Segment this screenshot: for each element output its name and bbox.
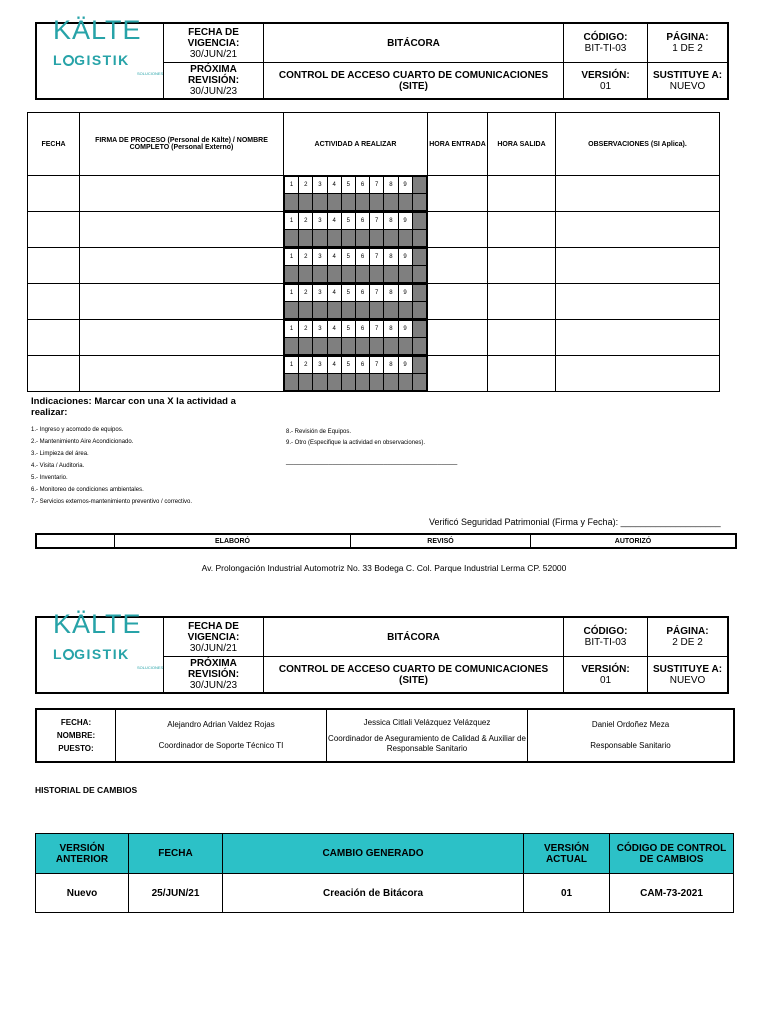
sig-blank xyxy=(37,535,115,548)
activity-mark-cell[interactable] xyxy=(355,338,369,355)
activity-number: 5 xyxy=(341,285,355,302)
activity-mark-cell[interactable] xyxy=(327,266,341,283)
activity-number: 4 xyxy=(327,177,341,194)
activity-mark-cell[interactable] xyxy=(285,338,299,355)
activity-number: 3 xyxy=(313,213,327,230)
log-observaciones-cell[interactable] xyxy=(556,176,720,212)
log-row xyxy=(28,176,720,212)
activity-number: 3 xyxy=(313,249,327,266)
indicacion-item: 6.- Monitoreo de condiciones ambientales. xyxy=(31,487,144,493)
pagina-value: 1 DE 2 xyxy=(672,43,703,54)
verifico-seguridad: Verificó Seguridad Patrimonial (Firma y Fecha): ____________________ xyxy=(429,517,721,527)
activity-mark-cell[interactable] xyxy=(341,194,355,211)
activity-mark-cell[interactable] xyxy=(384,230,398,247)
activity-mark-cell[interactable] xyxy=(313,194,327,211)
activity-mark-cell[interactable] xyxy=(355,266,369,283)
activity-number: 8 xyxy=(384,321,398,338)
activity-mark-cell[interactable] xyxy=(341,266,355,283)
activity-mark-cell[interactable] xyxy=(299,302,313,319)
activity-filler xyxy=(412,285,426,302)
activity-number: 4 xyxy=(327,357,341,374)
activity-grid xyxy=(284,356,427,391)
hist-cell: CAM-73-2021 xyxy=(610,874,734,913)
indicacion-item: 9.- Otro (Especifique la actividad en observaciones). xyxy=(286,440,426,446)
indicaciones-list-left xyxy=(31,427,281,511)
pagina-cell xyxy=(648,24,728,63)
pagina-label: PÁGINA: xyxy=(666,32,709,43)
indicacion-item: 8.- Revisión de Equipos. xyxy=(286,429,352,435)
activity-filler xyxy=(412,338,426,355)
doc-subtitle: CONTROL DE ACCESO CUARTO DE COMUNICACIONES (SITE) xyxy=(264,657,564,693)
codigo-cell xyxy=(564,618,648,657)
log-observaciones-cell[interactable] xyxy=(556,248,720,284)
activity-number: 1 xyxy=(285,213,299,230)
activity-number: 7 xyxy=(370,213,384,230)
log-fecha-cell[interactable] xyxy=(28,176,80,212)
log-hora-salida-cell[interactable] xyxy=(488,284,556,320)
col-firma: FIRMA DE PROCESO (Personal de Kälte) / NOMBRE COMPLETO (Personal Externo) xyxy=(80,113,284,176)
activity-number: 3 xyxy=(313,285,327,302)
hist-col-codigo: CÓDIGO DE CONTROL DE CAMBIOS xyxy=(610,834,734,874)
sustituye-value: NUEVO xyxy=(669,674,706,686)
col-actividad: ACTIVIDAD A REALIZAR xyxy=(284,113,428,176)
sig-autorizo: AUTORIZÓ xyxy=(531,535,736,548)
activity-number: 6 xyxy=(355,285,369,302)
version-label: VERSIÓN: xyxy=(581,69,630,81)
logo-text-bottom: L GISTIK xyxy=(53,646,130,662)
log-actividad-cell xyxy=(284,248,428,284)
log-firma-cell[interactable] xyxy=(80,176,284,212)
activity-number: 1 xyxy=(285,285,299,302)
activity-mark-cell[interactable] xyxy=(313,302,327,319)
activity-number: 9 xyxy=(398,321,412,338)
activity-mark-cell[interactable] xyxy=(341,230,355,247)
doc-title: BITÁCORA xyxy=(264,618,564,657)
activity-number: 6 xyxy=(355,249,369,266)
label-nombre: NOMBRE: xyxy=(56,731,96,740)
log-actividad-cell xyxy=(284,212,428,248)
proxima-revision-label: PRÓXIMA REVISIÓN: xyxy=(187,64,240,86)
log-firma-cell[interactable] xyxy=(80,320,284,356)
log-fecha-cell[interactable] xyxy=(28,212,80,248)
activity-filler xyxy=(412,302,426,319)
sig-reviso: REVISÓ xyxy=(351,535,531,548)
activity-number: 4 xyxy=(327,285,341,302)
log-actividad-cell xyxy=(284,284,428,320)
log-row xyxy=(28,284,720,320)
col-hora-entrada: HORA ENTRADA xyxy=(428,113,488,176)
log-fecha-cell[interactable] xyxy=(28,284,80,320)
log-row xyxy=(28,212,720,248)
approver-autorizo xyxy=(528,710,734,762)
activity-number: 7 xyxy=(370,285,384,302)
activity-mark-cell[interactable] xyxy=(285,194,299,211)
activity-mark-cell[interactable] xyxy=(384,338,398,355)
proxima-revision-cell xyxy=(164,63,264,99)
logo-cell xyxy=(37,609,164,693)
activity-number: 4 xyxy=(327,321,341,338)
log-firma-cell[interactable] xyxy=(80,212,284,248)
activity-filler xyxy=(412,177,426,194)
activity-mark-cell[interactable] xyxy=(285,302,299,319)
activity-number: 6 xyxy=(355,177,369,194)
activity-mark-cell[interactable] xyxy=(285,230,299,247)
activity-mark-cell[interactable] xyxy=(355,230,369,247)
hist-cell: 01 xyxy=(524,874,610,913)
activity-mark-cell[interactable] xyxy=(285,266,299,283)
activity-number: 7 xyxy=(370,249,384,266)
indicaciones-blank-line: ____________________________________________ xyxy=(286,458,458,465)
activity-mark-cell[interactable] xyxy=(355,374,369,391)
activity-filler xyxy=(412,374,426,391)
activity-mark-cell[interactable] xyxy=(341,302,355,319)
activity-number: 9 xyxy=(398,249,412,266)
log-hora-salida-cell[interactable] xyxy=(488,212,556,248)
indicacion-item: 4.- Visita / Auditoria. xyxy=(31,463,85,469)
log-hora-entrada-cell[interactable] xyxy=(428,212,488,248)
signature-bar xyxy=(35,533,737,549)
log-hora-entrada-cell[interactable] xyxy=(428,248,488,284)
activity-mark-cell[interactable] xyxy=(370,374,384,391)
kalte-logo xyxy=(37,15,164,98)
activity-mark-cell[interactable] xyxy=(398,230,412,247)
doc-subtitle: CONTROL DE ACCESO CUARTO DE COMUNICACIONES (SITE) xyxy=(264,63,564,99)
activity-filler xyxy=(412,213,426,230)
approver-name: Daniel Ordoñez Meza xyxy=(591,720,670,729)
activity-mark-cell[interactable] xyxy=(384,302,398,319)
activity-number: 4 xyxy=(327,249,341,266)
activity-mark-cell[interactable] xyxy=(355,302,369,319)
activity-mark-cell[interactable] xyxy=(398,266,412,283)
activity-mark-cell[interactable] xyxy=(327,374,341,391)
activity-mark-cell[interactable] xyxy=(398,194,412,211)
activity-mark-cell[interactable] xyxy=(370,266,384,283)
indicacion-item: 7.- Servicios externos-mantenimiento preventivo / correctivo. xyxy=(31,499,193,505)
hist-cell: Creación de Bitácora xyxy=(223,874,524,913)
activity-number: 1 xyxy=(285,357,299,374)
log-row xyxy=(28,320,720,356)
activity-number: 1 xyxy=(285,249,299,266)
activity-grid xyxy=(284,284,427,319)
indicaciones-title: Indicaciones: Marcar con una X la actividad a realizar: xyxy=(31,396,236,418)
activity-grid xyxy=(284,212,427,247)
col-observaciones: OBSERVACIONES (SI Aplica). xyxy=(556,113,720,176)
activity-number: 4 xyxy=(327,213,341,230)
version-cell xyxy=(564,63,648,99)
activity-number: 1 xyxy=(285,321,299,338)
fecha-vigencia-cell xyxy=(164,24,264,63)
indicacion-item: 5.- Inventario. xyxy=(31,475,68,481)
activity-mark-cell[interactable] xyxy=(299,194,313,211)
activity-number: 3 xyxy=(313,357,327,374)
logo-text-top: KÄLTE xyxy=(53,15,142,45)
activity-number: 6 xyxy=(355,321,369,338)
history-header-row xyxy=(36,834,734,874)
activity-mark-cell[interactable] xyxy=(313,338,327,355)
activity-mark-cell[interactable] xyxy=(327,194,341,211)
col-fecha: FECHA xyxy=(28,113,80,176)
logo-subtext: SOLUCIONES xyxy=(137,71,164,76)
proxima-revision-value: 30/JUN/23 xyxy=(189,680,238,691)
sustituye-cell xyxy=(648,657,728,693)
sig-elaboro: ELABORÓ xyxy=(115,535,351,548)
activity-number: 2 xyxy=(299,357,313,374)
version-value: 01 xyxy=(599,80,612,92)
sustituye-value: NUEVO xyxy=(669,80,706,92)
pagina-value: 2 DE 2 xyxy=(672,637,703,648)
log-hora-entrada-cell[interactable] xyxy=(428,356,488,392)
header-block-page-1 xyxy=(35,15,729,100)
activity-grid xyxy=(284,320,427,355)
activity-number: 8 xyxy=(384,357,398,374)
fecha-vigencia-value: 30/JUN/21 xyxy=(189,642,238,654)
hist-col-version-actual: VERSIÓN ACTUAL xyxy=(524,834,610,874)
activity-number: 7 xyxy=(370,357,384,374)
activity-mark-cell[interactable] xyxy=(384,374,398,391)
approver-role: Coordinador de Soporte Técnico TI xyxy=(158,741,284,750)
approver-name: Jessica Citlali Velázquez Velázquez xyxy=(363,717,491,727)
approver-role: Responsable Sanitario xyxy=(590,741,671,750)
activity-mark-cell[interactable] xyxy=(370,338,384,355)
hist-col-version-anterior: VERSIÓN ANTERIOR xyxy=(36,834,129,874)
indicacion-item: 3.- Limpieza del área. xyxy=(31,451,89,457)
activity-filler xyxy=(412,321,426,338)
fecha-vigencia-label: FECHA DE VIGENCIA: xyxy=(187,26,240,49)
log-observaciones-cell[interactable] xyxy=(556,320,720,356)
table-row xyxy=(36,874,734,913)
activity-number: 3 xyxy=(313,177,327,194)
version-value: 01 xyxy=(599,674,612,686)
activity-grid xyxy=(284,176,427,211)
activity-number: 8 xyxy=(384,285,398,302)
indicacion-item: 1.- Ingreso y acomodo de equipos. xyxy=(31,427,124,433)
activity-number: 5 xyxy=(341,357,355,374)
activity-mark-cell[interactable] xyxy=(327,338,341,355)
activity-number: 3 xyxy=(313,321,327,338)
log-actividad-cell xyxy=(284,176,428,212)
log-hora-salida-cell[interactable] xyxy=(488,248,556,284)
codigo-value: BIT-TI-03 xyxy=(584,43,627,54)
proxima-revision-value: 30/JUN/23 xyxy=(189,86,238,97)
activity-number: 5 xyxy=(341,321,355,338)
approver-elaboro xyxy=(116,710,327,762)
activity-mark-cell[interactable] xyxy=(299,338,313,355)
doc-title: BITÁCORA xyxy=(264,24,564,63)
codigo-label: CÓDIGO: xyxy=(583,626,628,637)
approver-name: Alejandro Adrian Valdez Rojas xyxy=(167,720,275,729)
activity-number: 7 xyxy=(370,321,384,338)
log-hora-salida-cell[interactable] xyxy=(488,176,556,212)
log-row xyxy=(28,248,720,284)
sustituye-label: SUSTITUYE A: xyxy=(652,69,723,81)
log-header-row xyxy=(28,113,720,176)
log-observaciones-cell[interactable] xyxy=(556,212,720,248)
activity-mark-cell[interactable] xyxy=(355,194,369,211)
activity-number: 5 xyxy=(341,249,355,266)
log-observaciones-cell[interactable] xyxy=(556,284,720,320)
activity-mark-cell[interactable] xyxy=(384,194,398,211)
log-firma-cell[interactable] xyxy=(80,356,284,392)
codigo-cell xyxy=(564,24,648,63)
activity-number: 9 xyxy=(398,177,412,194)
activity-mark-cell[interactable] xyxy=(327,302,341,319)
fecha-vigencia-value: 30/JUN/21 xyxy=(189,48,238,60)
hist-cell: 25/JUN/21 xyxy=(129,874,223,913)
activity-number: 2 xyxy=(299,177,313,194)
log-hora-entrada-cell[interactable] xyxy=(428,284,488,320)
version-cell xyxy=(564,657,648,693)
log-row xyxy=(28,356,720,392)
activity-number: 2 xyxy=(299,213,313,230)
address-footer: Av. Prolongación Industrial Automotriz No. 33 Bodega C. Col. Parque Industrial Lerma CP. 52000 xyxy=(201,563,567,573)
approver-role: Coordinador de Aseguramiento de Calidad & Auxiliar de Responsable Sanitario xyxy=(328,733,526,753)
header-block-page-2 xyxy=(35,609,729,694)
activity-number: 7 xyxy=(370,177,384,194)
log-actividad-cell xyxy=(284,356,428,392)
activity-mark-cell[interactable] xyxy=(370,230,384,247)
log-fecha-cell[interactable] xyxy=(28,356,80,392)
activity-filler xyxy=(412,230,426,247)
activity-number: 1 xyxy=(285,177,299,194)
activity-mark-cell[interactable] xyxy=(341,338,355,355)
proxima-revision-cell xyxy=(164,657,264,693)
activity-filler xyxy=(412,357,426,374)
indicacion-item: 2.- Mantenimiento Aire Acondicionado. xyxy=(31,439,134,445)
proxima-revision-label: PRÓXIMA REVISIÓN: xyxy=(187,658,240,680)
logo-cell xyxy=(37,15,164,99)
activity-number: 9 xyxy=(398,213,412,230)
activity-number: 2 xyxy=(299,285,313,302)
codigo-label: CÓDIGO: xyxy=(583,32,628,43)
sustituye-label: SUSTITUYE A: xyxy=(652,663,723,675)
log-hora-entrada-cell[interactable] xyxy=(428,176,488,212)
activity-number: 2 xyxy=(299,249,313,266)
activity-number: 9 xyxy=(398,285,412,302)
codigo-value: BIT-TI-03 xyxy=(584,637,627,648)
activity-grid xyxy=(284,248,427,283)
activity-mark-cell[interactable] xyxy=(313,266,327,283)
label-puesto: PUESTO: xyxy=(58,744,94,753)
logo-text-bottom: L GISTIK xyxy=(53,52,130,68)
indicaciones-list-right xyxy=(286,429,536,451)
activity-number: 9 xyxy=(398,357,412,374)
activity-mark-cell[interactable] xyxy=(299,374,313,391)
change-history-table xyxy=(35,833,734,913)
activity-mark-cell[interactable] xyxy=(313,230,327,247)
log-actividad-cell xyxy=(284,320,428,356)
activity-number: 2 xyxy=(299,321,313,338)
log-hora-entrada-cell[interactable] xyxy=(428,320,488,356)
activity-mark-cell[interactable] xyxy=(370,302,384,319)
activity-number: 5 xyxy=(341,177,355,194)
logo-text-top: KÄLTE xyxy=(53,609,142,639)
hist-col-cambio: CAMBIO GENERADO xyxy=(223,834,524,874)
log-firma-cell[interactable] xyxy=(80,248,284,284)
hist-cell: Nuevo xyxy=(36,874,129,913)
historial-title: HISTORIAL DE CAMBIOS xyxy=(35,785,138,795)
activity-mark-cell[interactable] xyxy=(327,230,341,247)
approval-labels xyxy=(37,710,116,762)
activity-mark-cell[interactable] xyxy=(285,374,299,391)
activity-number: 6 xyxy=(355,213,369,230)
activity-number: 6 xyxy=(355,357,369,374)
fecha-vigencia-label: FECHA DE VIGENCIA: xyxy=(187,620,240,643)
activity-number: 8 xyxy=(384,213,398,230)
version-label: VERSIÓN: xyxy=(581,663,630,675)
activity-number: 8 xyxy=(384,177,398,194)
activity-number: 8 xyxy=(384,249,398,266)
access-log-table xyxy=(27,112,720,392)
label-fecha: FECHA: xyxy=(60,718,92,727)
activity-filler xyxy=(412,194,426,211)
activity-mark-cell[interactable] xyxy=(398,338,412,355)
sustituye-cell xyxy=(648,63,728,99)
activity-mark-cell[interactable] xyxy=(398,374,412,391)
activity-mark-cell[interactable] xyxy=(299,230,313,247)
kalte-logo xyxy=(37,609,164,692)
log-fecha-cell[interactable] xyxy=(28,320,80,356)
activity-mark-cell[interactable] xyxy=(398,302,412,319)
activity-filler xyxy=(412,266,426,283)
log-fecha-cell[interactable] xyxy=(28,248,80,284)
log-hora-salida-cell[interactable] xyxy=(488,320,556,356)
pagina-cell xyxy=(648,618,728,657)
logo-subtext: SOLUCIONES xyxy=(137,665,164,670)
activity-filler xyxy=(412,249,426,266)
activity-mark-cell[interactable] xyxy=(341,374,355,391)
fecha-vigencia-cell xyxy=(164,618,264,657)
activity-mark-cell[interactable] xyxy=(299,266,313,283)
hist-col-fecha: FECHA xyxy=(129,834,223,874)
approvals-table xyxy=(35,708,735,763)
log-observaciones-cell[interactable] xyxy=(556,356,720,392)
activity-mark-cell[interactable] xyxy=(370,194,384,211)
approver-reviso xyxy=(327,710,528,762)
pagina-label: PÁGINA: xyxy=(666,626,709,637)
log-hora-salida-cell[interactable] xyxy=(488,356,556,392)
activity-number: 5 xyxy=(341,213,355,230)
log-firma-cell[interactable] xyxy=(80,284,284,320)
activity-mark-cell[interactable] xyxy=(313,374,327,391)
col-hora-salida: HORA SALIDA xyxy=(488,113,556,176)
activity-mark-cell[interactable] xyxy=(384,266,398,283)
